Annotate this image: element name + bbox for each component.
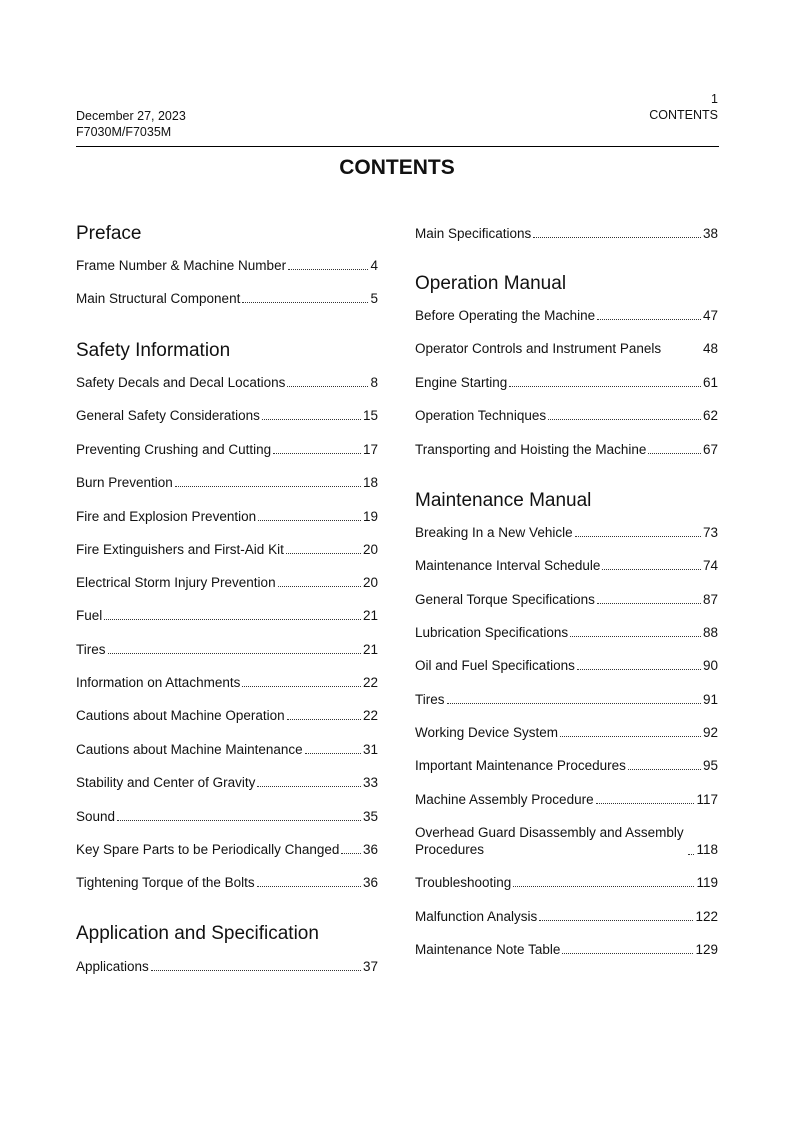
toc-entry-page: 19: [362, 509, 378, 524]
toc-entry-page: 91: [702, 692, 718, 707]
toc-entry[interactable]: [76, 707, 378, 724]
toc-entry[interactable]: [415, 591, 718, 608]
toc-entry-page: 18: [362, 475, 378, 490]
toc-entry[interactable]: [415, 407, 718, 424]
toc-entry-label: Burn Prevention: [76, 475, 173, 490]
toc-entry-label: Fire Extinguishers and First-Aid Kit: [76, 542, 284, 557]
toc-entry-page: 4: [370, 258, 378, 273]
toc-entry-page: 62: [702, 408, 718, 423]
toc-entry-label: Fire and Explosion Prevention: [76, 509, 257, 524]
toc-entry-page: 35: [362, 809, 378, 824]
section-title-application: Application and Specification: [76, 923, 319, 944]
toc-entry-label: Preventing Crushing and Cutting: [76, 442, 272, 457]
toc-entry-page: 87: [702, 592, 718, 607]
toc-entry-label: Tires: [76, 642, 106, 657]
toc-entry-page: 22: [362, 675, 378, 690]
toc-entry-label: Oil and Fuel Specifications: [415, 658, 575, 673]
section-title-operation: Operation Manual: [415, 273, 567, 294]
toc-entry-label: Malfunction Analysis: [415, 909, 538, 924]
toc-entry-page: 17: [362, 442, 378, 457]
toc-entry[interactable]: [415, 824, 718, 858]
toc-entry-page: 95: [702, 758, 718, 773]
toc-entry[interactable]: [76, 508, 378, 525]
toc-entry-page: 92: [702, 725, 718, 740]
toc-entry[interactable]: [415, 225, 718, 242]
toc-entry-label: Transporting and Hoisting the Machine: [415, 442, 647, 457]
toc-entry-page: 20: [362, 575, 378, 590]
toc-entry-label: Maintenance Note Table: [415, 942, 561, 957]
toc-entry[interactable]: [76, 257, 378, 274]
toc-entry-label: Stability and Center of Gravity: [76, 775, 256, 790]
toc-entry-page: 90: [702, 658, 718, 673]
toc-entry-label: Overhead Guard Disassembly and Assembly Procedures: [415, 825, 684, 857]
toc-entry-label: Main Specifications: [415, 226, 532, 241]
toc-entry-page: 73: [702, 525, 718, 540]
toc-entry-page: 119: [696, 875, 718, 890]
page-header-right: [649, 91, 718, 123]
toc-entry-label: Maintenance Interval Schedule: [415, 558, 601, 573]
toc-entry[interactable]: [76, 674, 378, 691]
toc-entry[interactable]: [76, 774, 378, 791]
toc-entry[interactable]: [415, 908, 718, 925]
toc-entry[interactable]: [415, 691, 718, 708]
toc-entry-label: Breaking In a New Vehicle: [415, 525, 573, 540]
toc-entry[interactable]: [76, 474, 378, 491]
toc-entry-page: 129: [695, 942, 718, 957]
toc-entry[interactable]: [415, 657, 718, 674]
toc-entry[interactable]: [76, 874, 378, 891]
toc-entry-page: 118: [696, 842, 718, 857]
toc-entry-page: 21: [362, 642, 378, 657]
toc-entry[interactable]: [415, 941, 718, 958]
toc-entry[interactable]: [415, 557, 718, 574]
section-title-maintenance: Maintenance Manual: [415, 490, 592, 511]
toc-entry[interactable]: [415, 757, 718, 774]
toc-entry-label: Sound: [76, 809, 116, 824]
toc-entry[interactable]: [415, 374, 718, 391]
toc-entry-page: 48: [702, 341, 718, 356]
header-section-name: CONTENTS: [649, 108, 718, 122]
toc-entry-page: 74: [702, 558, 718, 573]
toc-entry-label: Before Operating the Machine: [415, 308, 596, 323]
toc-entry-page: 117: [696, 792, 718, 807]
toc-entry-label: Main Structural Component: [76, 291, 241, 306]
section-title-preface: Preface: [76, 223, 142, 244]
toc-entry-page: 61: [702, 375, 718, 390]
toc-entry-page: 47: [702, 308, 718, 323]
page-number: 1: [711, 92, 718, 106]
toc-entry-page: 15: [362, 408, 378, 423]
model-number: F7030M/F7035M: [76, 125, 172, 139]
toc-entry-page: 21: [362, 608, 378, 623]
toc-entry[interactable]: [76, 541, 378, 558]
document-date: December 27, 2023: [76, 109, 186, 123]
toc-entry-label: Engine Starting: [415, 375, 508, 390]
toc-entry-label: General Torque Specifications: [415, 592, 595, 607]
toc-entry-label: Important Maintenance Procedures: [415, 758, 626, 773]
toc-entry-label: Lubrication Specifications: [415, 625, 569, 640]
toc-entry-page: 36: [362, 875, 378, 890]
toc-entry-label: General Safety Considerations: [76, 408, 260, 423]
toc-entry[interactable]: [415, 340, 718, 357]
toc-entry-page: 38: [702, 226, 718, 241]
toc-entry-label: Frame Number & Machine Number: [76, 258, 287, 273]
toc-entry-page: 36: [362, 842, 378, 857]
toc-entry-label: Cautions about Machine Operation: [76, 708, 285, 723]
toc-entry-label: Machine Assembly Procedure: [415, 792, 594, 807]
toc-entry-page: 22: [362, 708, 378, 723]
toc-entry-page: 33: [362, 775, 378, 790]
toc-entry[interactable]: [76, 290, 378, 307]
toc-entry-page: 20: [362, 542, 378, 557]
toc-entry-label: Working Device System: [415, 725, 559, 740]
toc-entry-page: 122: [695, 909, 718, 924]
toc-entry[interactable]: [415, 874, 718, 891]
toc-entry[interactable]: [76, 741, 378, 758]
toc-entry-label: Information on Attachments: [76, 675, 241, 690]
toc-entry-label: Applications: [76, 959, 149, 974]
toc-entry-label: Troubleshooting: [415, 875, 512, 890]
toc-entry-label: Tires: [415, 692, 445, 707]
toc-entry[interactable]: [415, 724, 718, 741]
toc-entry-page: 31: [362, 742, 378, 757]
toc-entry[interactable]: [76, 407, 378, 424]
toc-entry-label: Cautions about Machine Maintenance: [76, 742, 303, 757]
toc-entry[interactable]: [415, 441, 718, 458]
toc-entry-page: 67: [702, 442, 718, 457]
toc-entry-page: 37: [362, 959, 378, 974]
toc-entry-label: Electrical Storm Injury Prevention: [76, 575, 276, 590]
toc-entry-page: 5: [370, 291, 378, 306]
toc-entry[interactable]: [76, 441, 378, 458]
toc-entry-label: Fuel: [76, 608, 103, 623]
page-header-left: [76, 108, 186, 140]
toc-entry-label: Tightening Torque of the Bolts: [76, 875, 255, 890]
toc-entry[interactable]: [76, 841, 378, 858]
toc-entry-page: 8: [370, 375, 378, 390]
toc-entry[interactable]: [415, 791, 718, 808]
section-title-safety: Safety Information: [76, 340, 231, 361]
toc-entry[interactable]: [415, 307, 718, 324]
toc-entry-page: 88: [702, 625, 718, 640]
toc-entry[interactable]: [76, 607, 378, 624]
toc-entry-label: Safety Decals and Decal Locations: [76, 375, 286, 390]
toc-entry[interactable]: [76, 641, 378, 658]
toc-entry[interactable]: [76, 958, 378, 975]
toc-entry-label: Operation Techniques: [415, 408, 547, 423]
toc-entry[interactable]: [76, 574, 378, 591]
toc-entry[interactable]: [76, 374, 378, 391]
header-rule: [76, 146, 719, 147]
toc-entry-label: Key Spare Parts to be Periodically Changed: [76, 842, 340, 857]
toc-entry[interactable]: [415, 524, 718, 541]
toc-entry[interactable]: [76, 808, 378, 825]
page-title: CONTENTS: [339, 156, 455, 179]
toc-entry[interactable]: [415, 624, 718, 641]
toc-entry-label: Operator Controls and Instrument Panels: [415, 341, 662, 356]
